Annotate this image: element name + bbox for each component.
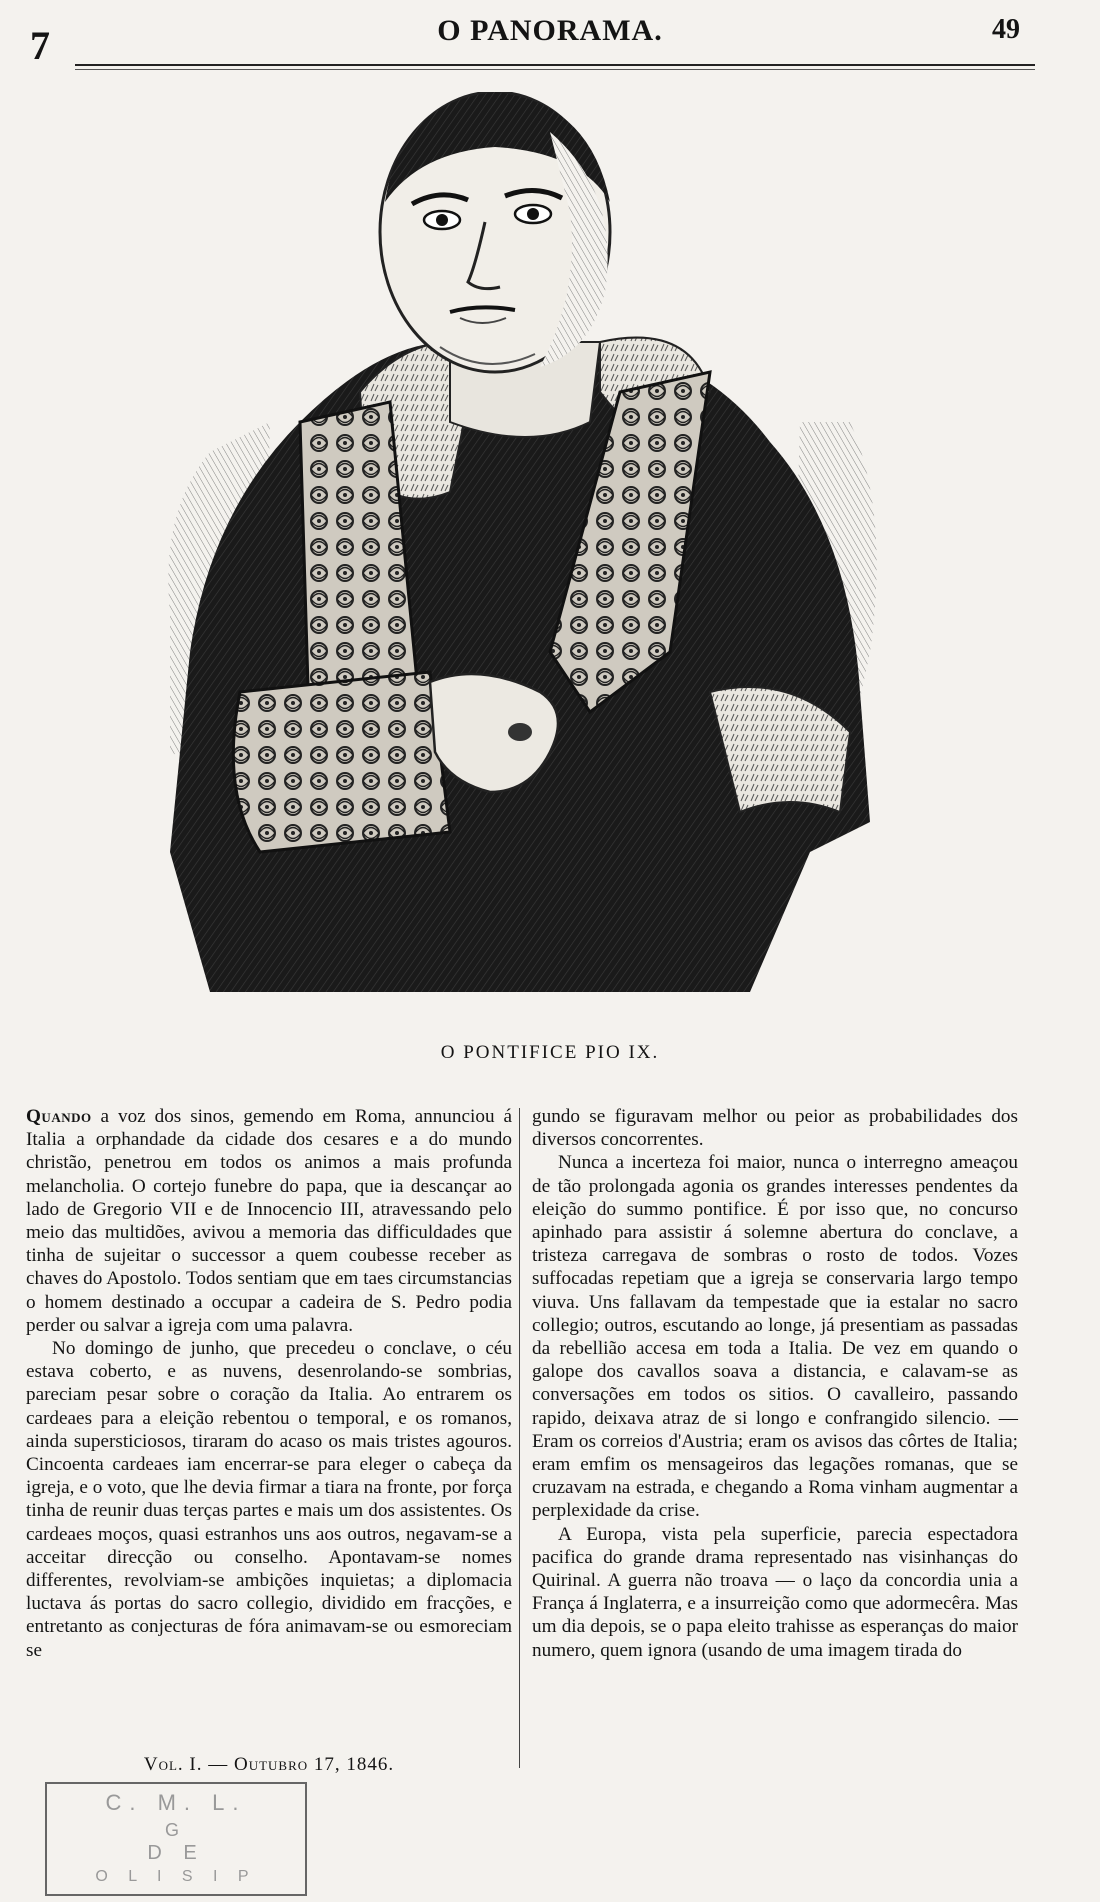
- article-column-right: [532, 1105, 1018, 1662]
- stamp-line-1: C. M. L.: [105, 1790, 247, 1815]
- stamp-line-4: O L I S I P: [95, 1868, 257, 1885]
- paragraph-1: [26, 1105, 512, 1337]
- column-divider: [519, 1108, 520, 1768]
- paragraph-3: Nunca a incerteza foi maior, nunca o interregno ameaçou de tão prolongada agonia os grandes interesses pendentes da eleição do summo pontifice. É por isso que, no concurso apinhado para assistir á solemne abertura do conclave, a tristeza carregava de sombras o rosto de todos. Vozes suffocadas repetiam que a igreja se conservaria largo tempo viuva. Uns fallavam da tempestade que ia estalar no sacro collegio; outros, escutando ao longe, já presentiam as passadas da rebellião accesa em toda a Italia. De vez em quando o galope dos cavallos soava a distancia, e calavam-se as conversações em todos os sitios. O cavalleiro, passando rapido, deixava atraz de si longo e confrangido silencio. — Eram os correios d'Austria; eram os avisos das côrtes de Italia; eram emfim os mensageiros das legações romanas, que se cruzavam na estrada, e chegando a Roma vinham augmentar a perplexidade da crise.: [532, 1152, 1018, 1522]
- illustration-caption: O PONTIFICE PIO IX.: [440, 1042, 660, 1063]
- paragraph-lead-word: Quando: [26, 1106, 92, 1127]
- header-left-number: 7: [30, 23, 50, 68]
- article-column-left: [26, 1105, 512, 1662]
- stamp-line-3: D E: [147, 1842, 205, 1864]
- header-rule: [75, 64, 1035, 66]
- paragraph-continuation: gundo se figuravam melhor ou peior as probabilidades dos diversos concorrentes.: [532, 1106, 1018, 1151]
- masthead-title: O PANORAMA.: [437, 14, 663, 47]
- paragraph-1-text: a voz dos sinos, gemendo em Roma, annunciou á Italia a orphandade da cidade dos cesares e a do mundo christão, penetrou em todos os animos a mais profunda melancholia. O cortejo funebre do papa, que ia descançar ao lado de Gregorio VII e de Innocencio III, atravessando pelo meio das multidões, avivou a memoria das difficuldades que tinha de sujeitar o successor a quem coubesse receber as chaves do Apostolo. Todos sentiam que em taes circumstancias o homem destinado a occupar a cadeira de S. Pedro podia perder ou salvar a igreja com uma palavra.: [26, 1106, 512, 1336]
- page-number: 49: [992, 14, 1020, 45]
- paragraph-2: No domingo de junho, que precedeu o conclave, o céu estava coberto, e as nuvens, desenrolando-se sombrias, pareciam pesar sobre o coração da Italia. Ao entrarem os cardeaes para a eleição rebentou o temporal, e os romanos, ainda supersticiosos, tiraram do acaso os mais tristes agouros. Cincoenta cardeaes iam encerrar-se para eleger o cabeça da igreja, e o voto, que lhe devia firmar a tiara na fronte, por força tinha de reunir duas terças partes e mais um dos assistentes. Os cardeaes moços, quasi estranhos uns aos outros, negavam-se a acceitar direcção ou conselho. Apontavam-se nomes differentes, revolviam-se ambições inquietas; a diplomacia luctava ás portas do sacro collegio, dividido em fracções, e entretanto as conjecturas de fóra animavam-se ou esmoreciam se: [26, 1338, 512, 1661]
- volume-date-line: Vol. I. — Outubro 17, 1846.: [143, 1754, 395, 1775]
- pope-portrait-engraving: [150, 92, 890, 1012]
- paragraph-4: A Europa, vista pela superficie, parecia espectadora pacifica do grande drama representado nas visinhanças do Quirinal. A guerra não troava — o laço da concordia unia a França á Inglaterra, e a insurreição como que adormecêra. Mas um dia depois, se o papa eleito trahisse as esperanças do maior numero, quem ignora (usando de uma imagem tirada do: [532, 1523, 1018, 1661]
- stamp-line-2: G: [164, 1820, 187, 1840]
- library-stamp: [45, 1782, 307, 1896]
- header-rule-thin: [75, 69, 1035, 70]
